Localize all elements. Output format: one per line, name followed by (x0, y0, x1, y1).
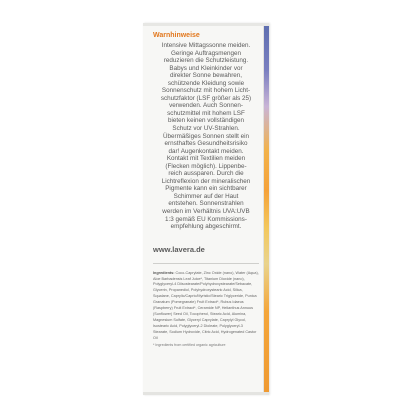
section-divider (153, 263, 259, 264)
box-top-edge (143, 23, 269, 26)
ingredients-label: Ingredients: (153, 270, 175, 275)
warning-line: Lichtreflexion der mineralischen (161, 177, 251, 185)
warning-line: Schimmer auf der Haut (173, 192, 239, 200)
warning-line: Sonnenschutz mit hohem Licht- (161, 87, 251, 95)
warning-line: verwenden. Auch Sonnen- (169, 102, 243, 110)
warning-line: Übermäßiges Sonnen stellt ein (162, 132, 250, 140)
ingredients-list (153, 271, 259, 342)
warning-line: Geringe Auftragsmengen (170, 49, 241, 57)
product-box-side (143, 23, 269, 395)
warning-line: entstehen. Sonnenstrahlen (168, 200, 244, 208)
warning-line: Kontakt mit Textilien meiden (166, 155, 246, 163)
warning-text (153, 42, 259, 231)
box-bottom-edge (143, 392, 269, 395)
warning-line: empfehlung abgeschirmt. (170, 223, 242, 231)
warning-line: Schutz vor UV-Strahlen. (172, 125, 240, 133)
ingredients-text: Coco-Caprylate, Zinc Oxide (nano), Water (Aqua), Aloe Barbadensis Leaf Juice*, Titanium Dioxide (nano), Polyglyceryl-4 Diisostearate/Polyhydroxystearate/Sebacate, Glycerin, Propanediol, Polyhydroxystearic Acid, Silica, Squalane, Caprylic/Capric/Myristic/Stearic Triglyceride, Punica Granatum (Pomegranate) Fruit Extract*, Rubus Idaeus (Raspberry) Fruit Extract*, Ceramide NP, Helianthus Annuus (Sunflower) Seed Oil, Tocopherol, Stearic Acid, Alumina, Magnesium Sulfate, Glyceryl Caprylate, Caprylyl Glycol, Isostearic Acid, Polyglyceryl-2 Dioleate, Polyglyceryl-3 Stearate, Sodium Hydroxide, Citric Acid, Hydrogenated Castor Oil (153, 270, 259, 340)
website-url: www.lavera.de (153, 244, 205, 254)
warning-line: bieten keinen vollständigen (168, 117, 244, 125)
warning-line: reduzieren die Schutzleistung. (163, 57, 249, 65)
organic-footnote: * Ingredients from certified organic agriculture (153, 342, 226, 347)
warning-line: 1:3 gemäß EU Kommissions- (165, 215, 247, 223)
box-color-stripe (264, 26, 269, 392)
warning-line: ernsthaftes Gesundheitsrisiko (164, 140, 248, 148)
warning-line: Pigmente kann ein sichtbarer (165, 185, 247, 193)
warning-line: (Flecken möglich). Lippenbe- (165, 162, 247, 170)
warning-line: Intensive Mittagssonne meiden. (161, 42, 251, 49)
warning-line: schutzmittel mit hohem LSF (167, 109, 245, 117)
warning-line: schützende Kleidung sowie (167, 79, 245, 87)
warning-line: werden im Verhältnis UVA:UVB (162, 208, 250, 216)
box-text-panel (153, 31, 259, 348)
warning-line: dar! Augenkontakt meiden. (168, 147, 244, 155)
warning-line: schutzfaktor (LSF größer als 25) (160, 94, 252, 102)
warning-line: Babys und Kleinkinder vor (169, 64, 243, 72)
warning-heading: Warnhinweise (153, 32, 200, 39)
warning-line: direkter Sonne bewahren, (169, 72, 243, 80)
warning-line: reich aussparen. Durch die (168, 170, 244, 178)
